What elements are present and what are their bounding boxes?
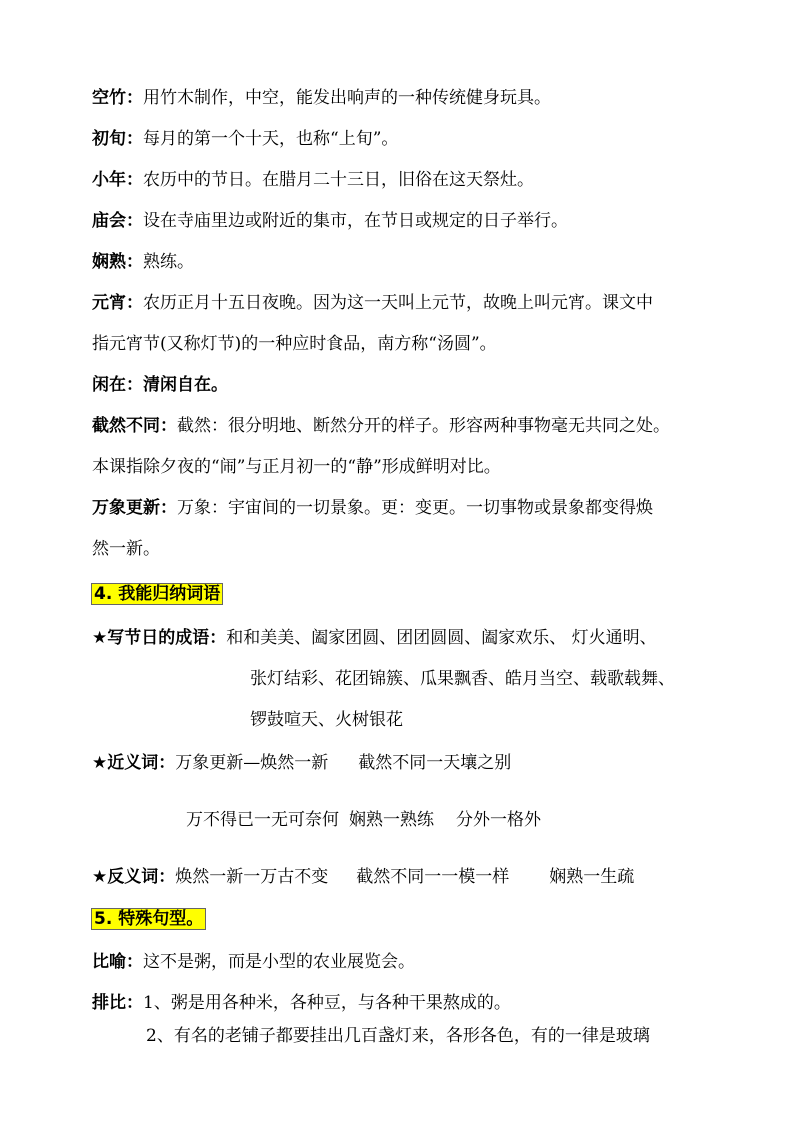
vocab-definition-continued: 本课指除夕夜的“闹”与正月初一的“静”形成鲜明对比。 [92, 457, 501, 477]
idioms-label: ★写节日的成语： [92, 628, 227, 648]
vocab-term: 空竹： [92, 88, 143, 108]
antonyms-row [92, 865, 634, 889]
section-heading: 4. 我能归纳词语 [94, 584, 221, 604]
antonyms-label: ★反义词： [92, 867, 176, 887]
vocab-definition-continued: 指元宵节(又称灯节)的一种应时食品，南方称“汤圆”。 [92, 334, 497, 354]
vocab-definition: 万象：宇宙间的一切景象。更：变更。一切事物或景象都变得焕 [177, 498, 653, 518]
vocab-term: 截然不同： [92, 416, 177, 436]
metaphor-label: 比喻： [92, 952, 143, 972]
vocab-entry [92, 86, 551, 110]
antonym-pair: 娴熟一生疏 [549, 867, 635, 887]
antonym-pair: 焕然一新一万古不变 [175, 867, 329, 887]
parallel-row [92, 991, 511, 1015]
parallel-example: 1、粥是用各种米，各种豆，与各种干果熬成的。 [143, 993, 511, 1013]
vocab-definition: 截然：很分明地、断然分开的样子。形容两种事物毫无共同之处。 [177, 416, 670, 436]
vocab-term: 小年： [92, 170, 143, 190]
metaphor-example: 这不是粥，而是小型的农业展览会。 [143, 952, 415, 972]
vocab-definition: 农历中的节日。在腊月二十三日，旧俗在这天祭灶。 [143, 170, 534, 190]
vocab-entry [92, 414, 670, 438]
synonym-pair: 万象更新—焕然一新 [175, 753, 329, 773]
vocab-entry [92, 373, 228, 397]
idioms-list: 和和美美、阖家团圆、团团圆圆、阖家欢乐、 灯火通明、 [226, 628, 657, 648]
vocab-entry [92, 168, 534, 192]
synonym-pair: 截然不同一天壤之别 [358, 753, 512, 773]
vocab-definition: 用竹木制作，中空，能发出响声的一种传统健身玩具。 [143, 88, 551, 108]
idioms-list: 张灯结彩、花团锦簇、瓜果飘香、皓月当空、载歌载舞、 [250, 669, 675, 689]
vocab-definition: 农历正月十五日夜晚。因为这一天叫上元节，故晚上叫元宵。课文中 [143, 293, 653, 313]
section-5-heading-line [92, 907, 205, 931]
vocab-entry [92, 496, 653, 520]
vocab-term: 庙会： [92, 211, 143, 231]
parallel-example: 2、有名的老铺子都要挂出几百盏灯来，各形各色，有的一律是玻璃 [146, 1026, 650, 1046]
antonym-pair: 截然不同一一模一样 [356, 867, 510, 887]
synonyms-row [186, 808, 541, 832]
vocab-definition: 清闲自在。 [143, 375, 228, 395]
idioms-row [92, 626, 657, 650]
vocab-entry [92, 127, 398, 151]
vocab-entry [92, 291, 653, 315]
idioms-list: 锣鼓喧天、火树银花 [250, 710, 403, 730]
parallel-label: 排比： [92, 993, 143, 1013]
synonyms-row [92, 751, 511, 775]
synonym-pair: 娴熟一熟练 [349, 810, 434, 830]
vocab-term: 闲在： [92, 375, 143, 395]
metaphor-row [92, 950, 415, 974]
section-heading: 5. 特殊句型。 [94, 909, 204, 929]
vocab-entry [92, 209, 568, 233]
synonym-pair: 万不得已一无可奈何 [186, 810, 339, 830]
vocab-definition: 熟练。 [143, 252, 194, 272]
vocab-entry [92, 250, 194, 274]
section-4-heading-line [92, 582, 222, 606]
synonyms-label: ★近义词： [92, 753, 176, 773]
vocab-definition-continued: 然一新。 [92, 539, 160, 559]
vocab-definition: 设在寺庙里边或附近的集市，在节日或规定的日子举行。 [143, 211, 568, 231]
vocab-term: 娴熟： [92, 252, 143, 272]
vocab-term: 元宵： [92, 293, 143, 313]
vocab-definition: 每月的第一个十天，也称“上旬”。 [143, 129, 399, 149]
vocab-term: 万象更新： [92, 498, 177, 518]
synonym-pair: 分外一格外 [456, 810, 541, 830]
vocab-term: 初旬： [92, 129, 143, 149]
